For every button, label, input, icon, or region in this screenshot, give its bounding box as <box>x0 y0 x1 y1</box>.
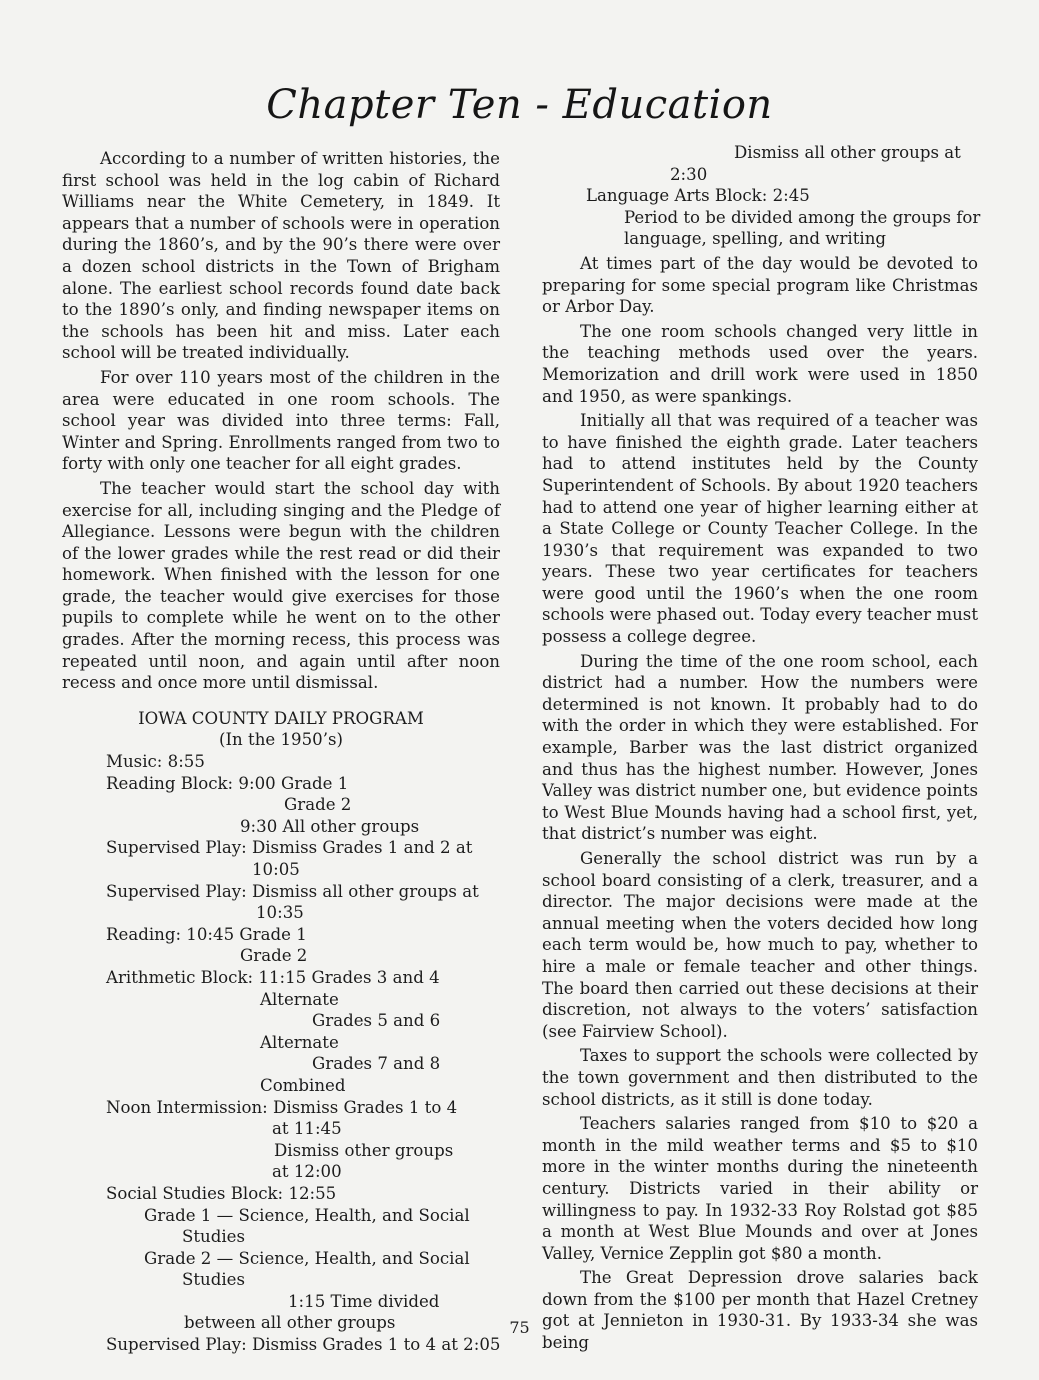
program-subheading: (In the 1950’s) <box>219 730 343 750</box>
program-line: Grades 7 and 8 <box>312 1054 441 1074</box>
paragraph: During the time of the one room school, each district had a number. How the numbers were determined is not known. It probably had to do with the order in which they were established. For example, Barber was the last district organized and thus has the highest number. However, Jones Valley was district number one, but evidence points to West Blue Mounds having had a school first, yet, that district’s number was eight. <box>542 651 978 844</box>
program-line: language, spelling, and writing <box>624 229 887 249</box>
program-line: Studies <box>182 1270 245 1290</box>
left-column <box>62 148 500 1356</box>
paragraph: At times part of the day would be devoted to preparing for some special program like Christmas or Arbor Day. <box>542 253 978 317</box>
program-line: 2:30 <box>670 164 708 184</box>
program-line: Social Studies Block: 12:55 <box>106 1183 337 1203</box>
page-number: 75 <box>509 1318 530 1337</box>
program-line: Arithmetic Block: 11:15 Grades 3 and 4 <box>106 967 440 987</box>
program-line: Studies <box>182 1227 245 1247</box>
program-line: Grade 2 — Science, Health, and Social <box>144 1248 470 1268</box>
page-title: Chapter Ten - Education <box>266 82 773 128</box>
paragraph: Taxes to support the schools were collected by the town government and then distributed to the school districts, as it still is done today. <box>542 1046 978 1109</box>
program-line: 10:35 <box>256 903 304 923</box>
program-line: Grade 2 <box>284 795 352 815</box>
paragraph: Initially all that was required of a teacher was to have finished the eighth grade. Later teachers had to attend institutes held by the County Superintendent of Schools. By about 1920 teachers had to attend one year of higher learning either at a State College or County Teacher College. In the 1930’s that requirement was expanded to two years. These two year certificates for teachers were good until the 1960’s when the one room schools were phased out. Today every teacher must possess a college degree. <box>542 411 978 647</box>
program-line: at 12:00 <box>272 1162 342 1182</box>
program-heading: IOWA COUNTY DAILY PROGRAM <box>138 708 424 728</box>
program-line: Supervised Play: Dismiss Grades 1 to 4 at 2:05 <box>106 1335 501 1355</box>
program-line: at 11:45 <box>272 1119 342 1139</box>
program-line: Grade 1 — Science, Health, and Social <box>144 1205 470 1225</box>
program-line: Reading: 10:45 Grade 1 <box>106 924 307 944</box>
program-line: Alternate <box>260 1032 339 1052</box>
paragraph: Teachers salaries ranged from $10 to $20 a month in the mild weather terms and $5 to $10 more in the winter months during the nineteenth century. Districts varied in their ability or willingness to pay. In 1932-33 Roy Rolstad got $85 a month at West Blue Mounds and over at Jones Valley, Vernice Zepplin got $80 a month. <box>542 1114 978 1263</box>
paragraph: The teacher would start the school day with exercise for all, including singing and the Pledge of Allegiance. Lessons were begun with the children of the lower grades while the rest read or did their homework. When finished with the lesson for one grade, the teacher would give exercises for those pupils to complete while he went on to the other grades. After the morning recess, this process was repeated until noon, and again until after noon recess and once more until dismissal. <box>62 478 500 693</box>
program-line: Reading Block: 9:00 Grade 1 <box>106 773 349 793</box>
paragraph: According to a number of written histories, the first school was held in the log cabin of Richard Williams near the White Cemetery, in 1849. It appears that a number of schools were in operation during the 1860’s, and by the 90’s there were over a dozen school districts in the Town of Brigham alone. The earliest school records found date back to the 1890’s only, and finding newspaper items on the schools has been hit and miss. Later each school will be treated individually. <box>62 149 500 363</box>
program-line: Supervised Play: Dismiss all other groups at <box>106 881 479 901</box>
program-line: 10:05 <box>252 860 300 879</box>
program-line: 9:30 All other groups <box>240 816 420 836</box>
program-line: between all other groups <box>184 1313 396 1333</box>
program-line: Period to be divided among the groups for <box>624 207 981 227</box>
program-line: 1:15 Time divided <box>288 1291 440 1311</box>
program-line: Supervised Play: Dismiss Grades 1 and 2 at <box>106 838 473 858</box>
program-line: Grades 5 and 6 <box>312 1011 441 1031</box>
program-line: Dismiss all other groups at <box>734 143 961 162</box>
program-line: Music: 8:55 <box>106 752 205 772</box>
program-line: Combined <box>260 1075 346 1095</box>
paragraph: For over 110 years most of the children in the area were educated in one room schools. The school year was divided into three terms: Fall, Winter and Spring. Enrollments ranged from two to forty with only one teacher for all eight grades. <box>62 367 500 474</box>
right-column <box>542 142 981 1357</box>
program-line: Language Arts Block: 2:45 <box>586 186 810 206</box>
paragraph: The one room schools changed very little in the teaching methods used over the years. Memorization and drill work were used in 1850 and 1950, as were spankings. <box>542 321 978 406</box>
program-line: Dismiss other groups <box>274 1140 454 1160</box>
program-line: Grade 2 <box>240 946 308 966</box>
daily-program <box>62 708 500 1356</box>
program-line: Noon Intermission: Dismiss Grades 1 to 4 <box>106 1097 458 1117</box>
paragraph: Generally the school district was run by a school board consisting of a clerk, treasurer, and a director. The major decisions were made at the annual meeting when the voters decided how long each term would be, how much to pay, whether to hire a male or female teacher and other things. The board then carried out these decisions at their discretion, not always to the voters’ satisfaction (see Fairview School). <box>542 849 978 1041</box>
program-line: Alternate <box>260 989 339 1009</box>
paragraph: The Great Depression drove salaries back down from the $100 per month that Hazel Cretney got at Jennieton in 1930-31. By 1933-34 she was being <box>542 1268 978 1353</box>
